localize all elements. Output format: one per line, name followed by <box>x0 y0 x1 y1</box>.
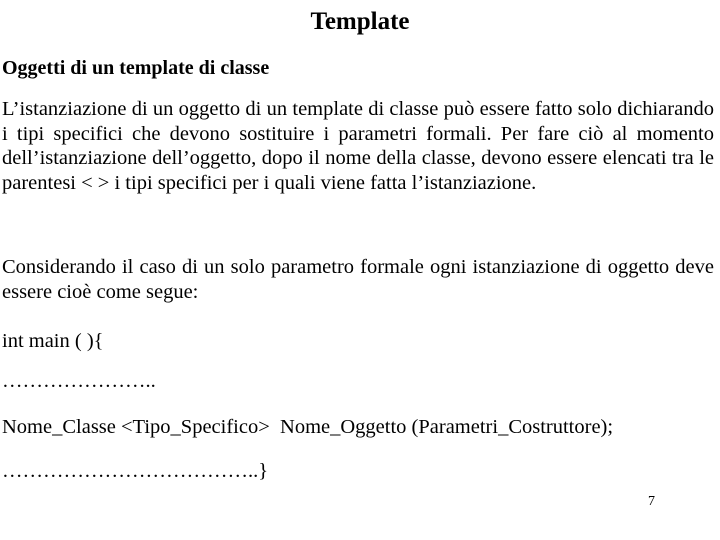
page-number: 7 <box>648 494 655 509</box>
body-paragraph-2: Considerando il caso di un solo parametro formale ogni istanziazione di oggetto deve essere cioè come segue: <box>2 256 714 303</box>
code-line-3: Nome_Classe <Tipo_Specifico> Nome_Oggetto (Parametri_Costruttore); <box>2 416 614 438</box>
code-line-4: ………………………………..} <box>2 460 269 482</box>
code-line-2: ………………….. <box>2 370 156 392</box>
body-paragraph-1: L’istanziazione di un oggetto di un template di classe può essere fatto solo dichiarando i tipi specifici che devono sostituire i parametri formali. Per fare ciò al momento dell’istanziazione dell’oggetto, dopo il nome della classe, devono essere elencati tra le parentesi < > i tipi specifici per i quali viene fatta l’istanziazione. <box>2 98 714 194</box>
section-heading: Oggetti di un template di classe <box>2 57 270 79</box>
code-line-1: int main ( ){ <box>2 330 104 352</box>
slide-title: Template <box>310 8 410 35</box>
